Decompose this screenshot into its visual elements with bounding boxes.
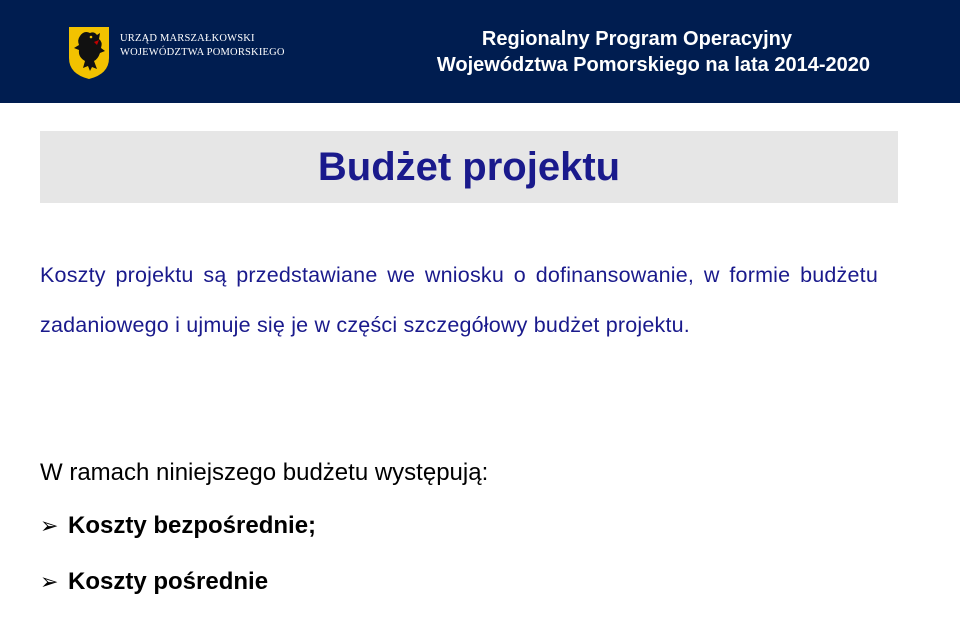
logo-line-2: WOJEWÓDZTWA POMORSKIEGO	[120, 47, 285, 58]
header-banner	[0, 0, 960, 103]
title-band	[40, 131, 898, 203]
program-title	[437, 26, 870, 78]
arrow-bullet-icon: ➢	[40, 513, 59, 538]
lead-text: W ramach niniejszego budżetu występują:	[40, 459, 489, 486]
logo-line-1: URZĄD MARSZAŁKOWSKI	[120, 33, 255, 44]
program-line-2: Województwa Pomorskiego na lata 2014-2020	[436, 54, 870, 76]
intro-paragraph: Koszty projektu są przedstawiane we wniosku o dofinansowanie, w formie budżetu zadaniowego i ujmuje się je w części szczegółowy budżet projektu.	[40, 263, 878, 337]
bullet-item	[40, 508, 316, 564]
bullet-list	[40, 508, 316, 620]
griffin-crest-icon	[66, 24, 112, 80]
arrow-bullet-icon: ➢	[40, 569, 59, 594]
institution-logo	[66, 24, 285, 80]
bullet-text: Koszty bezpośrednie;	[68, 512, 317, 539]
slide-title: Budżet projektu	[317, 145, 621, 189]
program-line-1: Regionalny Program Operacyjny	[481, 28, 792, 50]
bullet-item	[40, 564, 316, 620]
bullet-text: Koszty pośrednie	[68, 568, 269, 595]
